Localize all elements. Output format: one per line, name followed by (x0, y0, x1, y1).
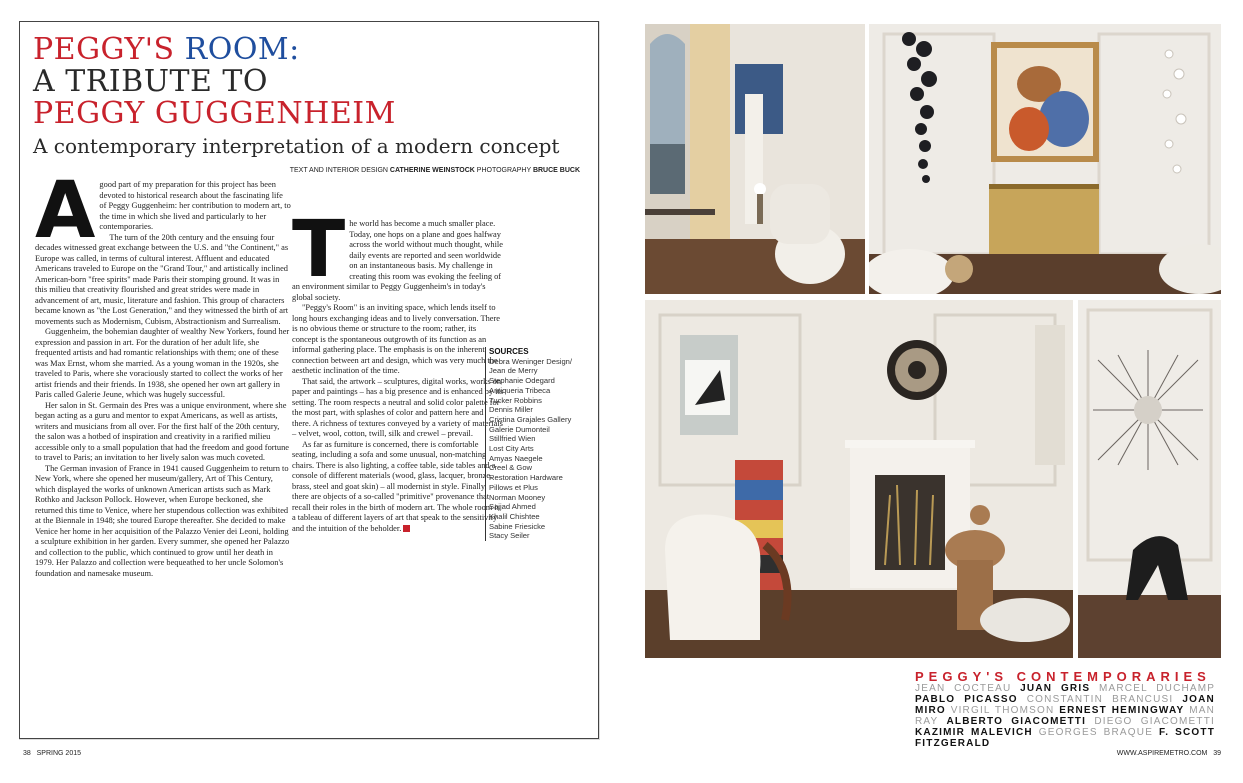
contemporaries-list (915, 683, 1215, 749)
source-item: Tucker Robbins (489, 395, 542, 405)
article-subtitle: A contemporary interpretation of a modern concept (33, 134, 560, 158)
source-item: Norman Mooney (489, 492, 546, 502)
photo-console-painting (869, 24, 1221, 294)
source-item: Debra Weninger Design/ (489, 356, 573, 366)
source-item: Lost City Arts (489, 444, 534, 454)
drop-cap: A (35, 166, 96, 256)
source-item: Restoration Hardware (489, 473, 563, 483)
credit-author: CATHERINE WEINSTOCK (389, 167, 475, 174)
paragraph: Guggenheim, the bohemian daughter of wealthy New Yorkers, found her expression and passion in art. For the duration of her adult life, she frequented artists and had romantic relationships with them; one of these was Max Ernst, whom she married. As a young woman in the 1920s, she traveled to Paris, where she voraciously started to collect the works of her artist friends and their friends. In 1938, she opened her own art gallery in Paris called Galerie Jeune, which was hugely successful. (35, 327, 290, 399)
contemporary-name: JOAN MIRO (915, 694, 1215, 716)
site-url: WWW.ASPIREMETRO.COM (1116, 750, 1208, 757)
sources-list (489, 357, 599, 541)
source-item: Stephanie Odegard (489, 376, 555, 386)
source-item: Cristina Grajales Gallery (489, 414, 572, 424)
source-item: Pillows et Plus (489, 482, 538, 492)
margin-bottom (0, 740, 621, 783)
paragraph: "Peggy's Room" is an inviting space, which lends itself to long hours exchanging ideas and to lively conversation. There is no obvious theme or structure to the room; rather, its concept is the spontaneous outgrowth of its function as an informal gathering place. The emphasis is on the inherent connection between art and design, which was very much the aesthetic inclination of the time. (292, 303, 501, 375)
title-line-2: A TRIBUTE TO (33, 64, 269, 99)
paragraph: good part of my preparation for this project has been devoted to historical research about the fascinating life of Peggy Guggenheim: her contribution to modern art, to the time in which she lived and particularly to her contemporaries. (99, 180, 291, 231)
sources-heading: SOURCES (489, 347, 529, 356)
contemporary-name: JUAN GRIS (1020, 683, 1091, 694)
contemporaries-title: PEGGY'S CONTEMPORARIES (915, 669, 1211, 684)
source-item: Sabine Friesicke (489, 521, 546, 531)
sources-sidebar (485, 347, 599, 541)
credit-photographer: BRUCE BUCK (532, 167, 580, 174)
page-number: 39 (1213, 750, 1221, 757)
source-item: Galerie Dumonteil (489, 424, 550, 434)
source-item: Stillfried Wien (489, 434, 536, 444)
contemporary-name: GEORGES BRAQUE (1038, 727, 1154, 738)
credit-label-text: TEXT AND INTERIOR DESIGN (289, 167, 390, 174)
margin-left (0, 0, 19, 783)
source-item: Dennis Miller (489, 405, 533, 415)
contemporary-name: ERNEST HEMINGWAY (1059, 705, 1185, 716)
left-page (19, 21, 599, 739)
body-column-2 (292, 205, 504, 534)
source-item: Stacy Seiler (489, 531, 530, 541)
contemporary-name: MAN RAY (915, 705, 1216, 727)
paragraph: he world has become a much smaller place. Today, one hops on a plane and goes halfway across the world without much thought, while daily events are reported and seen worldwide on an instantaneous basis. My challenge in creating this room was evoking the feeling of an environment similar to Peggy Guggenheim's in today's global society. (292, 219, 503, 302)
interior-photo-illustration (869, 24, 1221, 294)
source-item: Antiqueria Tribeca (489, 385, 551, 395)
credit-label-photo: PHOTOGRAPHY (474, 167, 533, 174)
margin-top (0, 0, 621, 21)
photo-window-corner (645, 24, 865, 294)
body-column-1 (35, 166, 291, 579)
end-mark (403, 525, 410, 532)
paragraph: That said, the artwork – sculptures, digital works, works on paper and paintings – has a big presence and is enhanced by its setting. The room respects a neutral and solid color palette for the most part, with splashes of color and pattern here and there. A richness of textures conveyed by a variety of materials – velvet, wool, cotton, twill, silk and crewel – prevail. (292, 376, 504, 438)
title-word-peggys: PEGGY'S (33, 32, 185, 67)
issue-label: SPRING 2015 (36, 750, 81, 757)
contemporary-name: VIRGIL THOMSON (950, 705, 1055, 716)
footer-right (1117, 750, 1221, 757)
contemporary-name: KAZIMIR MALEVICH (915, 727, 1033, 738)
paragraph: The turn of the 20th century and the ensuing four decades witnessed great exchange between the U.S. and "the Continent," as Europe was called, in terms of cultural interest. Affluent and educated Americans traveled to Europe on the "Grand Tour," and artistically inclined American-born "free spirits" made Paris their stomping ground. It was in this milieu that creativity flourished and great strides were made in advancement of art, music, literature and fashion. This group of characters became known as "the Lost Generation," and they witnessed the birth of art movements such as Modernism, Cubism, Abstractionism and Surrealism. (35, 232, 289, 326)
footer-left (23, 750, 81, 757)
contemporary-name: PABLO PICASSO (915, 694, 1018, 705)
photo-fireplace (645, 300, 1073, 658)
source-item: Khalil Chishtee (489, 511, 540, 521)
title-word-room: ROOM: (184, 32, 300, 67)
title-line-3: PEGGY GUGGENHEIM (33, 96, 396, 131)
article-title (33, 34, 573, 130)
contemporary-name: CONSTANTIN BRANCUSI (1026, 694, 1174, 705)
drop-cap: T (292, 205, 346, 295)
source-item: Jean de Merry (489, 366, 538, 376)
contemporary-name: ALBERTO GIACOMETTI (946, 716, 1087, 727)
page-number: 38 (23, 750, 31, 757)
paragraph: The German invasion of France in 1941 caused Guggenheim to return to New York, where she opened her museum/gallery, Art of This Century, which displayed the works of unknown American artists such as Mark Rothko and Jackson Pollock. However, when Europe beckoned, she returned this time to Venice, where her stupendous collection was exhibited at the Biennale in 1948; she toured Europe thereafter. She decided to make Venice her home in her acquisition of the Palazzo Venier dei Leoni, holding a sculpture exhibition in her garden. Every summer, she opened her Palazzo and collection to the public, which continued to grow until her death in 1979. Her Palazzo and collection were bequeathed to her uncle Solomon's foundation and namesake museum. (35, 463, 290, 578)
interior-photo-illustration (645, 24, 865, 294)
contemporary-name: MARCEL DUCHAMP (1098, 683, 1215, 694)
interior-photo-illustration (645, 300, 1073, 658)
contemporary-name: JEAN COCTEAU (915, 683, 1012, 694)
article-credits (290, 167, 580, 174)
contemporary-name: F. SCOTT FITZGERALD (915, 727, 1216, 749)
source-item: Amyas Naegele (489, 453, 543, 463)
photo-burst-sculpture (1078, 300, 1221, 658)
contemporary-name: DIEGO GIACOMETTI (1094, 716, 1215, 727)
gutter (600, 0, 621, 783)
source-item: Sajjad Ahmed (489, 502, 536, 512)
interior-photo-illustration (1078, 300, 1221, 658)
paragraph: As far as furniture is concerned, there is comfortable seating, including a sofa and some unusual, non-matching chairs. There is also lighting, a coffee table, side tables and a console of different materials (wood, glass, lacquer, bronze, brass, steel and goat skin) – all modernist in style. Finally, there are objects of a so-called "primitive" provenance that recall their roles in the birth of modern art. The whole room is a tableau of different layers of art that speak to the sensitivity and the intuition of the beholder. (292, 439, 500, 533)
source-item: Creel & Gow (489, 463, 533, 473)
paragraph: Her salon in St. Germain des Pres was a unique environment, where she began acting as a guru and mentor to expat Americans, as well as artists, writers and musicians from all over. For the first half of the 20th century, the salon was a hotbed of inspiration and creativity in a rarified milieu accessible only to a small population that had the freedom and good fortune to travel to Paris; an invitation to her lively salon was much coveted. (35, 400, 289, 462)
